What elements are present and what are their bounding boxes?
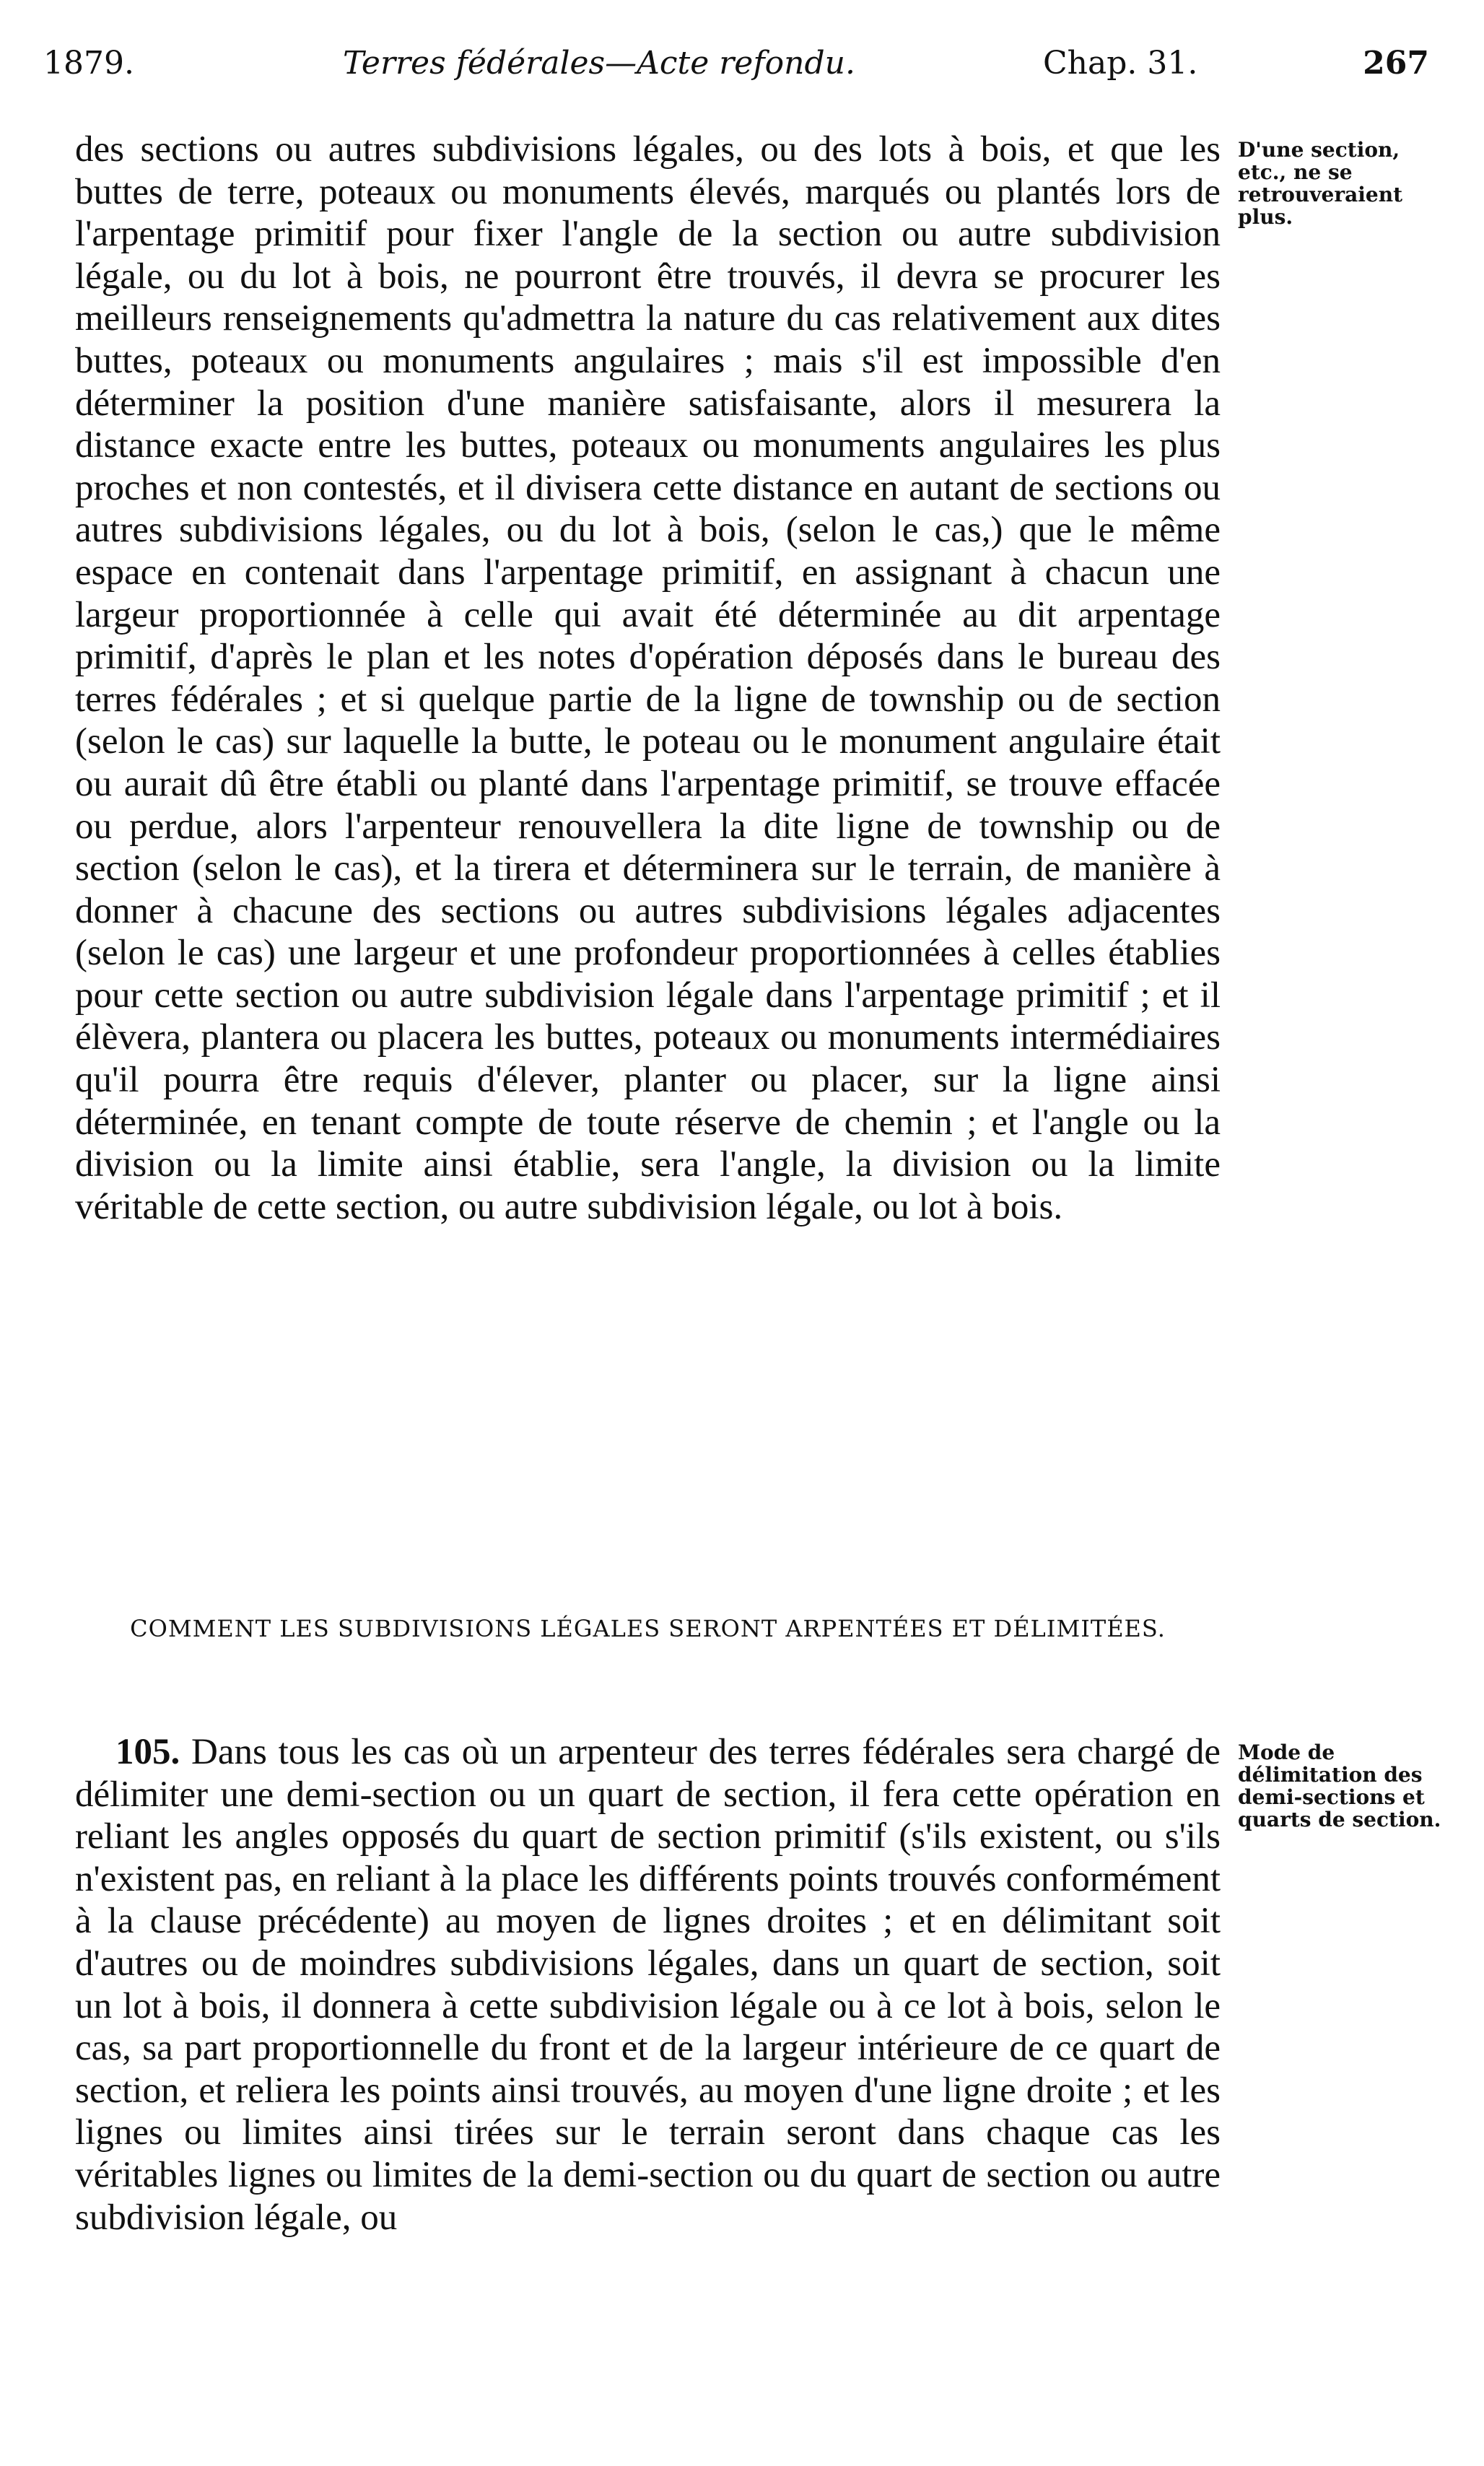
- body-paragraph-1: des sections ou autres subdivisions légales, ou des lots à bois, et que les buttes de terre, poteaux ou monuments élevés, marqués ou plantés lors de l'arpentage primitif pour fixer l'angle de la section ou autre subdivision légale, ou du lot à bois, ne pourront être trouvés, il devra se procurer les meilleurs renseignements qu'admettra la nature du cas relativement aux dites buttes, poteaux ou monuments angulaires ; mais s'il est impossible d'en déterminer la position d'une manière satisfaisante, alors il mesurera la distance exacte entre les buttes, poteaux ou monuments angulaires les plus proches et non contestés, et il divisera cette distance en autant de sections ou autres subdivisions légales, ou du lot à bois, (selon le cas,) que le même espace en contenait dans l'arpentage primitif, en assignant à chacun une largeur proportionnée à celle qui avait été déterminée au dit arpentage primitif, d'après le plan et les notes d'opération déposés dans le bureau des terres fédérales ; et si quelque partie de la ligne de township ou de section (selon le cas) sur laquelle la butte, le poteau ou le monument angulaire était ou aurait dû être établi ou planté dans l'arpentage primitif, se trouve effacée ou perdue, alors l'arpenteur renouvellera la dite ligne de township ou de section (selon le cas), et la tirera et déterminera sur le terrain, de manière à donner à chacune des sections ou autres subdivisions légales adjacentes (selon le cas) une largeur et une profondeur proportionnées à celles établies pour cette section ou autre subdivision légale dans l'arpentage primitif ; et il élèvera, plantera ou placera les buttes, poteaux ou monuments intermédiaires qu'il pourra être requis d'élever, planter ou placer, sur la ligne ainsi déterminée, en tenant compte de toute réserve de chemin ; et l'angle ou la division ou la limite ainsi établie, sera l'angle, la division ou la limite véritable de cette section, ou autre subdivision légale, ou lot à bois.: [75, 129, 1221, 1227]
- body-paragraph-2: [75, 1731, 1221, 2239]
- section-heading: COMMENT LES SUBDIVISIONS LÉGALES SERONT ARPENTÉES ET DÉLIMITÉES.: [130, 1615, 1166, 1642]
- margin-note-1: D'une section, etc., ne se retrouveraient plus.: [1238, 138, 1403, 229]
- header-year: 1879.: [43, 45, 134, 82]
- section-number: 105.: [115, 1732, 180, 1772]
- header-title: Terres fédérales—Acte refondu.: [343, 45, 855, 82]
- body-paragraph-2-text: Dans tous les cas où un arpenteur des terres fédérales sera chargé de délimiter une demi-section ou un quart de section, il fera cette opération en reliant les angles opposés du quart de section primitif (s'ils existent, ou s'ils n'existent pas, en reliant à la place les différents points trouvés conformément à la clause précédente) au moyen de lignes droites ; et en délimitant soit d'autres ou de moindres subdivisions légales, dans un quart de section, soit un lot à bois, il donnera à cette subdivision légale ou à ce lot à bois, selon le cas, sa part proportionnelle du front et de la largeur intérieure de ce quart de section, et reliera les points ainsi trouvés, au moyen d'une ligne droite ; et les lignes ou limites ainsi tirées sur le terrain seront dans chaque cas les véritables lignes ou limites de la demi-section ou du quart de section ou autre subdivision légale, ou: [75, 1732, 1221, 2238]
- page-header: [43, 45, 1429, 95]
- header-chapter: Chap. 31.: [1043, 45, 1198, 82]
- margin-note-2: Mode de délimitation des demi-sections et quarts de section.: [1238, 1740, 1441, 1831]
- page-number: 267: [1363, 45, 1429, 82]
